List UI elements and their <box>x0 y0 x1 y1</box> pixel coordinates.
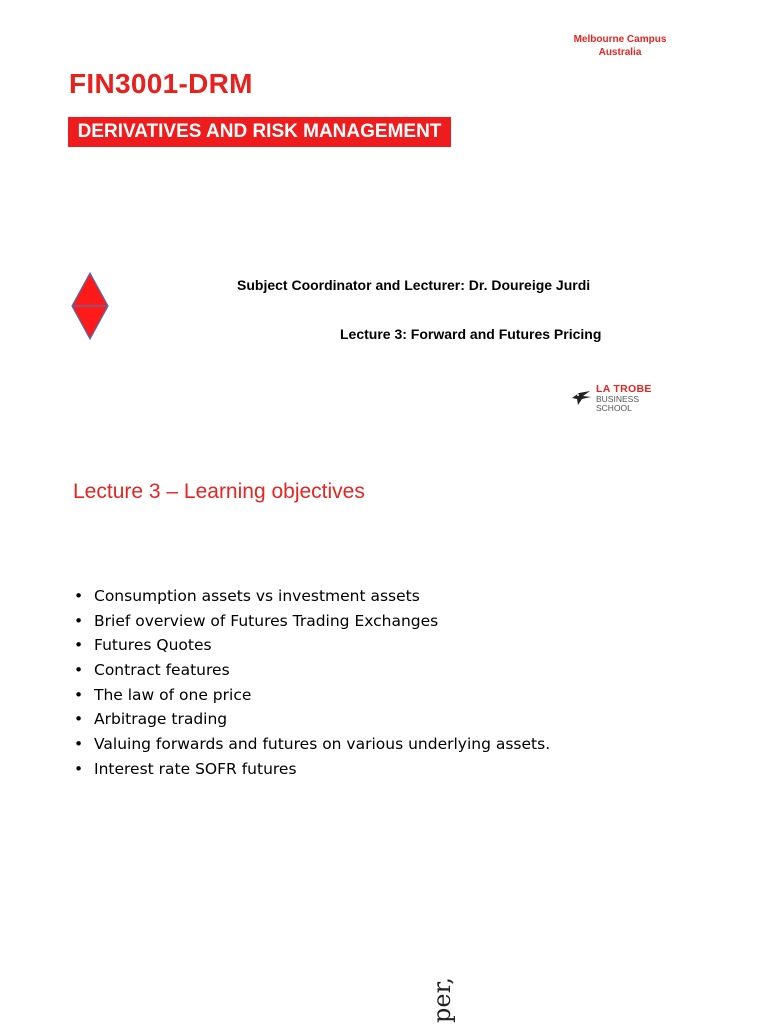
campus-label <box>560 33 680 59</box>
list-item: • Interest rate SOFR futures <box>74 757 550 782</box>
course-code: FIN3001-DRM <box>69 68 253 99</box>
logo-line-1: LA TROBE <box>596 383 652 395</box>
lecture-title: Lecture 3: Forward and Futures Pricing <box>340 326 602 342</box>
bullet-icon: • <box>74 636 84 655</box>
bullet-icon: • <box>74 759 84 778</box>
bullet-icon: • <box>74 611 84 630</box>
logo-line-3: SCHOOL <box>596 402 632 413</box>
objectives-list <box>74 584 550 782</box>
list-item: • Valuing forwards and futures on various underlying assets. <box>74 732 550 757</box>
list-item: • Contract features <box>74 658 550 683</box>
la-trobe-logo <box>570 384 652 412</box>
diamond-icon <box>70 272 110 340</box>
list-item: • The law of one price <box>74 683 550 708</box>
list-item: • Futures Quotes <box>74 633 550 658</box>
bird-icon <box>570 389 592 407</box>
bullet-icon: • <box>74 587 84 605</box>
bullet-icon: • <box>74 661 84 680</box>
bullet-icon: • <box>74 735 84 754</box>
rotated-text-fragment <box>400 965 456 1025</box>
list-item: • Arbitrage trading <box>74 707 550 732</box>
campus-line-1: Melbourne Campus <box>573 34 667 45</box>
course-name-banner: DERIVATIVES AND RISK MANAGEMENT <box>68 117 451 147</box>
objectives-heading: Lecture 3 – Learning objectives <box>73 480 365 503</box>
campus-line-2: Australia <box>598 47 642 58</box>
bullet-icon: • <box>74 685 84 704</box>
list-item: • Consumption assets vs investment assets <box>74 584 550 609</box>
list-item: • Brief overview of Futures Trading Exchanges <box>74 609 550 634</box>
coordinator-line: Subject Coordinator and Lecturer: Dr. Doureige Jurdi <box>237 277 591 293</box>
logo-line-2: BUSINESS <box>596 394 639 404</box>
bullet-icon: • <box>74 710 84 729</box>
rotated-text: per, <box>428 976 456 1023</box>
